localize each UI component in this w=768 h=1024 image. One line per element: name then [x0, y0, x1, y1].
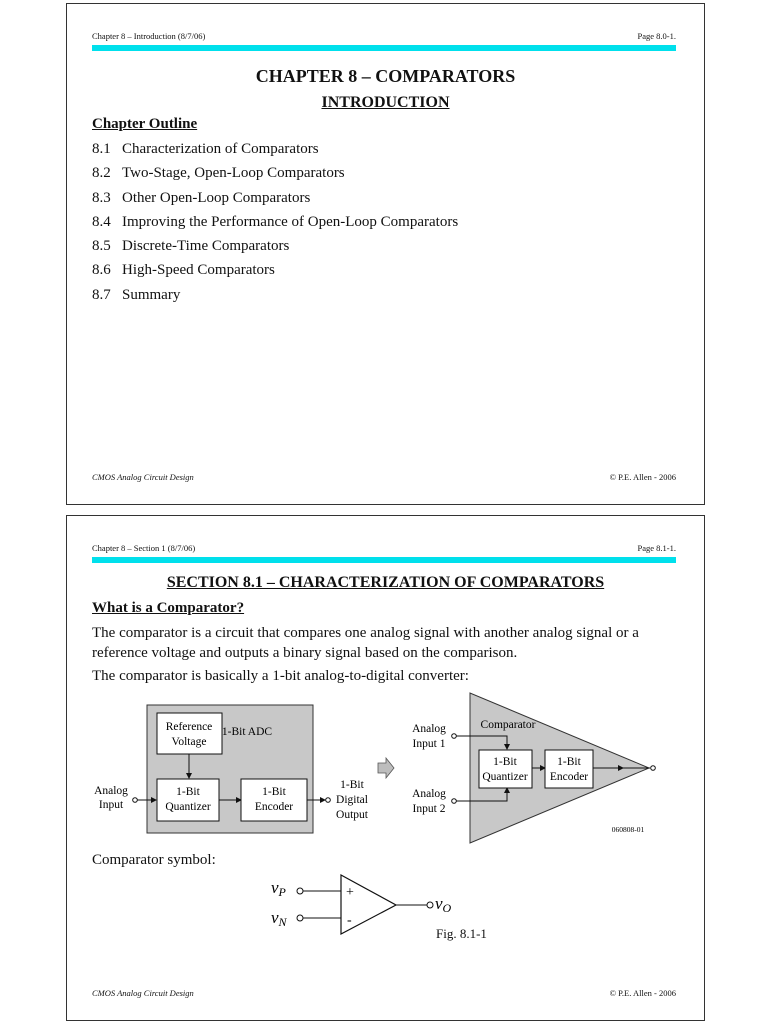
outline-text: Other Open-Loop Comparators [122, 190, 311, 206]
figure-caption: Fig. 8.1-1 [436, 926, 487, 941]
vo-label: vO [435, 894, 452, 915]
digital-output-label-2: Digital [336, 794, 368, 806]
footer-course: CMOS Analog Circuit Design [92, 472, 194, 482]
outline-item [92, 190, 310, 207]
adc-comparator-diagram [67, 686, 706, 846]
header-rule [92, 557, 676, 563]
chapter-title: CHAPTER 8 – COMPARATORS [255, 66, 516, 86]
outline-item [92, 262, 275, 279]
header-page-number: Page 8.1-1. [637, 543, 676, 553]
comparator-quantizer-label-1: 1-Bit [493, 756, 517, 768]
quantizer-label-2: Quantizer [165, 801, 211, 813]
header-left: Chapter 8 – Section 1 (8/7/06) [92, 543, 196, 553]
analog-input-terminal [133, 798, 138, 803]
digital-output-label-1: 1-Bit [340, 779, 364, 791]
analog-input1-terminal [452, 734, 457, 739]
outline-number: 8.6 [92, 262, 111, 278]
analog-input1-label-1: Analog [412, 723, 446, 735]
outline-text: Summary [122, 287, 181, 303]
encoder-label-1: 1-Bit [262, 786, 286, 798]
encoder-label-2: Encoder [254, 801, 294, 813]
outline-text: Characterization of Comparators [122, 141, 319, 157]
figure-code: 060808-01 [611, 825, 645, 834]
slide-section-8-1 [66, 515, 705, 1021]
section-title: SECTION 8.1 – CHARACTERIZATION OF COMPARATORS [166, 574, 605, 591]
analog-input1-label-2: Input 1 [412, 738, 446, 750]
vp-terminal [297, 888, 303, 894]
outline-number: 8.7 [92, 287, 111, 303]
analog-input-label-1: Analog [94, 785, 128, 797]
vn-label: vN [271, 908, 287, 929]
outline-heading: Chapter Outline [92, 116, 198, 132]
outline-number: 8.2 [92, 165, 111, 181]
outline-item [92, 287, 180, 304]
outline-item [92, 214, 458, 231]
footer-course: CMOS Analog Circuit Design [92, 988, 194, 998]
header-page-number: Page 8.0-1. [637, 31, 676, 41]
comparator-encoder-label-1: 1-Bit [557, 756, 581, 768]
equivalence-arrow-icon [378, 758, 394, 778]
vp-label: vP [271, 878, 286, 899]
analog-input-label-2: Input [98, 799, 124, 811]
comparator-symbol-heading: Comparator symbol: [92, 852, 216, 868]
analog-input2-label-2: Input 2 [412, 803, 446, 815]
outline-item [92, 238, 289, 255]
outline-item [92, 141, 319, 158]
comparator-quantizer-label-2: Quantizer [482, 771, 528, 783]
comparator-output-terminal [651, 766, 656, 771]
comparator-label: Comparator [480, 719, 536, 731]
outline-number: 8.1 [92, 141, 111, 157]
header-rule [92, 45, 676, 51]
chapter-subtitle: INTRODUCTION [321, 94, 450, 111]
question-heading: What is a Comparator? [92, 600, 245, 616]
vn-terminal [297, 915, 303, 921]
footer-copyright: © P.E. Allen - 2006 [609, 472, 676, 482]
outline-number: 8.3 [92, 190, 111, 206]
adc-label: 1-Bit ADC [221, 726, 273, 738]
outline-text: Two-Stage, Open-Loop Comparators [122, 165, 345, 181]
footer-copyright: © P.E. Allen - 2006 [609, 988, 676, 998]
reference-label: Reference [165, 721, 213, 733]
adc-statement: The comparator is basically a 1-bit analog-to-digital converter: [92, 668, 469, 684]
outline-text: High-Speed Comparators [122, 262, 275, 278]
quantizer-label-1: 1-Bit [176, 786, 200, 798]
slide-chapter-intro [66, 3, 705, 505]
analog-input2-terminal [452, 799, 457, 804]
comparator-encoder-label-2: Encoder [549, 771, 589, 783]
outline-text: Discrete-Time Comparators [122, 238, 290, 254]
definition-paragraph: The comparator is a circuit that compares one analog signal with another analog signal or a reference voltage and outputs a binary signal based on the comparison. [92, 625, 639, 661]
outline-number: 8.4 [92, 214, 111, 230]
analog-input2-label-1: Analog [412, 788, 446, 800]
outline-text: Improving the Performance of Open-Loop Comparators [122, 214, 459, 230]
outline-number: 8.5 [92, 238, 111, 254]
minus-sign: - [347, 913, 352, 928]
digital-output-terminal [326, 798, 331, 803]
digital-output-label-3: Output [336, 809, 368, 821]
header-left: Chapter 8 – Introduction (8/7/06) [92, 31, 206, 41]
voltage-label: Voltage [171, 736, 207, 748]
outline-item [92, 165, 345, 182]
plus-sign: + [346, 885, 354, 900]
vo-terminal [427, 902, 433, 908]
